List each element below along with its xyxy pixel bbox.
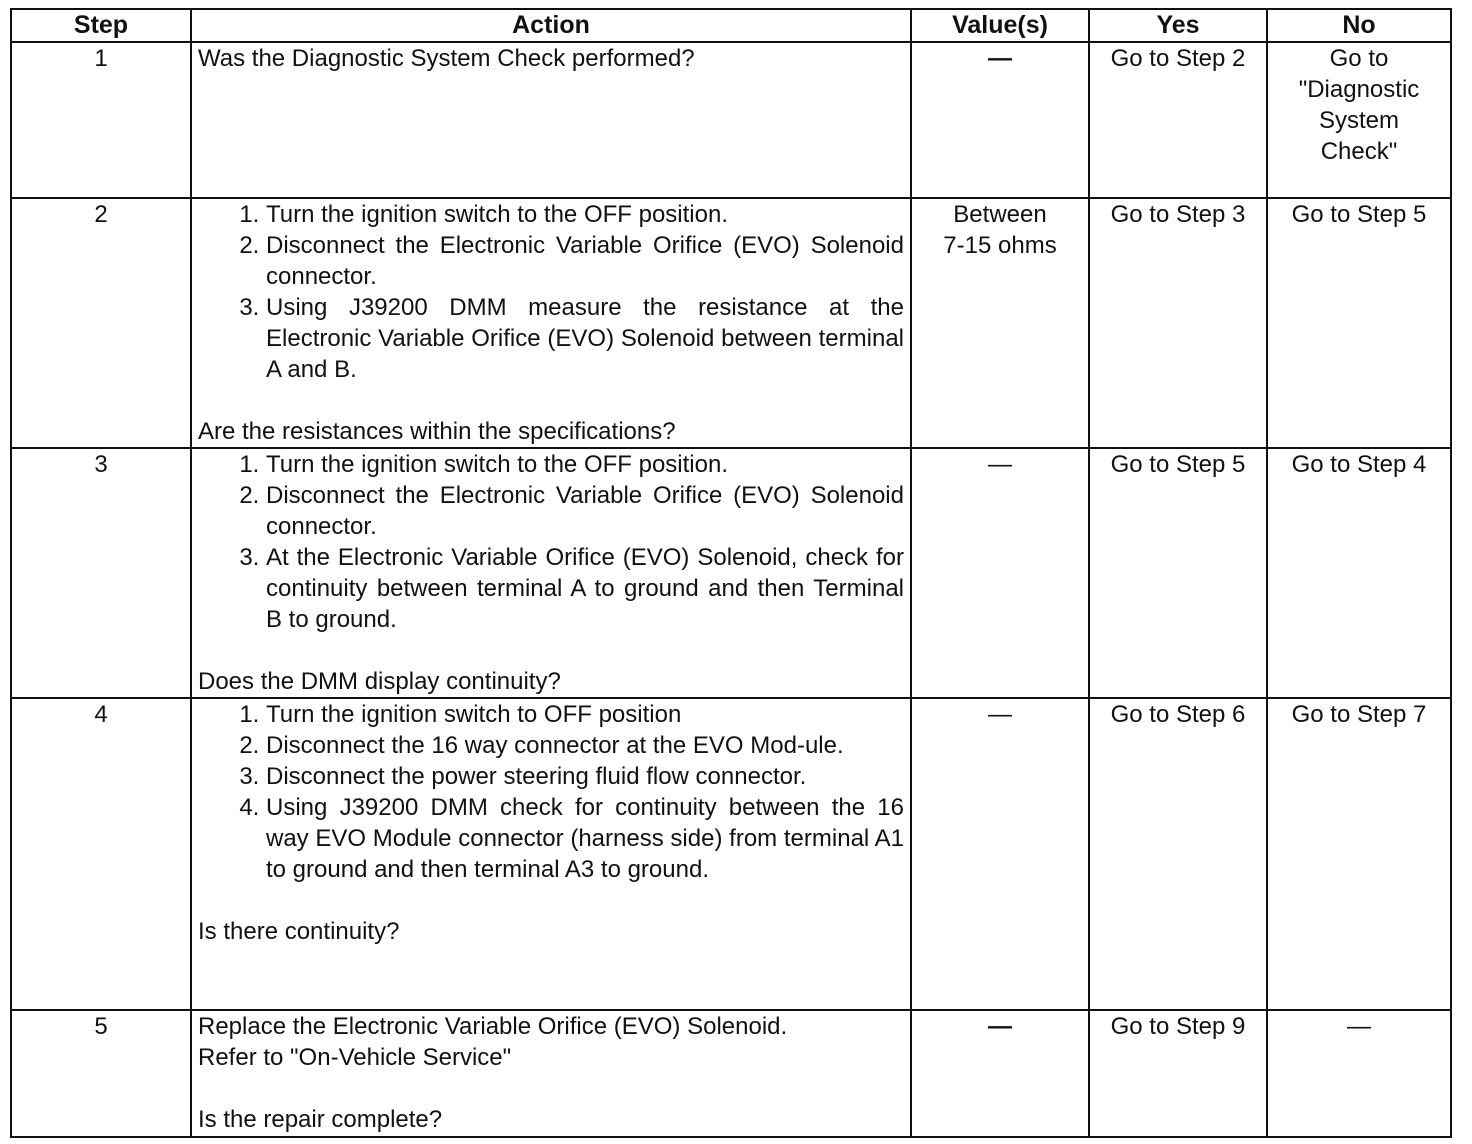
no-cell: Go to Step 5 [1267,198,1451,448]
header-step: Step [11,9,191,42]
action-step: 3. Disconnect the power steering fluid flow connector. [266,761,904,792]
header-row [11,9,1451,42]
yes-cell: Go to Step 3 [1089,198,1267,448]
value-line: Between [953,201,1047,228]
header-values: Value(s) [911,9,1089,42]
header-action: Action [191,9,911,42]
action-step: 3. At the Electronic Variable Orifice (EVO) Solenoid, check for continuity between terminal A to ground and then Terminal B to ground. [266,542,904,635]
action-question: Is the repair complete? [198,1106,443,1133]
action-line: Refer to "On-Vehicle Service" [198,1044,512,1071]
value-dash: — [988,45,1012,72]
action-step: 4. Using J39200 DMM check for continuity between the 16 way EVO Module connector (harness side) from terminal A1 to ground and then terminal A3 to ground. [266,792,904,885]
value-cell [911,42,1089,198]
no-cell: Go to Step 7 [1267,698,1451,1010]
action-line: Replace the Electronic Variable Orifice (EVO) Solenoid. [198,1013,788,1040]
action-cell [191,198,911,448]
action-steps [198,199,904,385]
step-number: 1 [11,42,191,198]
action-steps [198,699,904,885]
action-step: 1. Turn the ignition switch to OFF position [266,699,904,730]
table-row [11,1010,1451,1137]
yes-cell: Go to Step 5 [1089,448,1267,698]
header-no: No [1267,9,1451,42]
yes-cell: Go to Step 6 [1089,698,1267,1010]
no-cell: — [1267,1010,1451,1137]
table-row [11,698,1451,1010]
action-step: 1. Turn the ignition switch to the OFF position. [266,199,904,230]
value-cell [911,1010,1089,1137]
action-question: Are the resistances within the specifications? [198,418,676,445]
value-cell: — [911,448,1089,698]
value-dash: — [988,1013,1012,1040]
step-number: 5 [11,1010,191,1137]
action-step: 2. Disconnect the Electronic Variable Orifice (EVO) Solenoid connector. [266,480,904,542]
action-question: Was the Diagnostic System Check performed? [198,45,695,72]
no-cell [1267,42,1451,198]
action-cell [191,448,911,698]
action-cell [191,1010,911,1137]
step-number: 4 [11,698,191,1010]
action-steps [198,449,904,635]
action-question: Is there continuity? [198,918,400,945]
action-step: 2. Disconnect the Electronic Variable Orifice (EVO) Solenoid connector. [266,230,904,292]
table-row [11,198,1451,448]
value-line: 7-15 ohms [943,232,1057,259]
no-line: "Diagnostic [1298,76,1420,103]
no-line: Check" [1320,138,1398,165]
action-cell [191,42,911,198]
header-yes: Yes [1089,9,1267,42]
table-row [11,42,1451,198]
action-cell [191,698,911,1010]
action-step: 2. Disconnect the 16 way connector at the EVO Mod-ule. [266,730,904,761]
value-cell: — [911,698,1089,1010]
action-step: 1. Turn the ignition switch to the OFF position. [266,449,904,480]
action-step: 3. Using J39200 DMM measure the resistance at the Electronic Variable Orifice (EVO) Solenoid between terminal A and B. [266,292,904,385]
action-question: Does the DMM display continuity? [198,668,561,695]
table-row [11,448,1451,698]
no-line: System [1318,107,1399,134]
yes-cell: Go to Step 2 [1089,42,1267,198]
step-number: 3 [11,448,191,698]
step-number: 2 [11,198,191,448]
diagnostic-table [10,8,1452,1138]
yes-cell: Go to Step 9 [1089,1010,1267,1137]
value-cell [911,198,1089,448]
no-line: Go to [1329,45,1389,72]
no-cell: Go to Step 4 [1267,448,1451,698]
